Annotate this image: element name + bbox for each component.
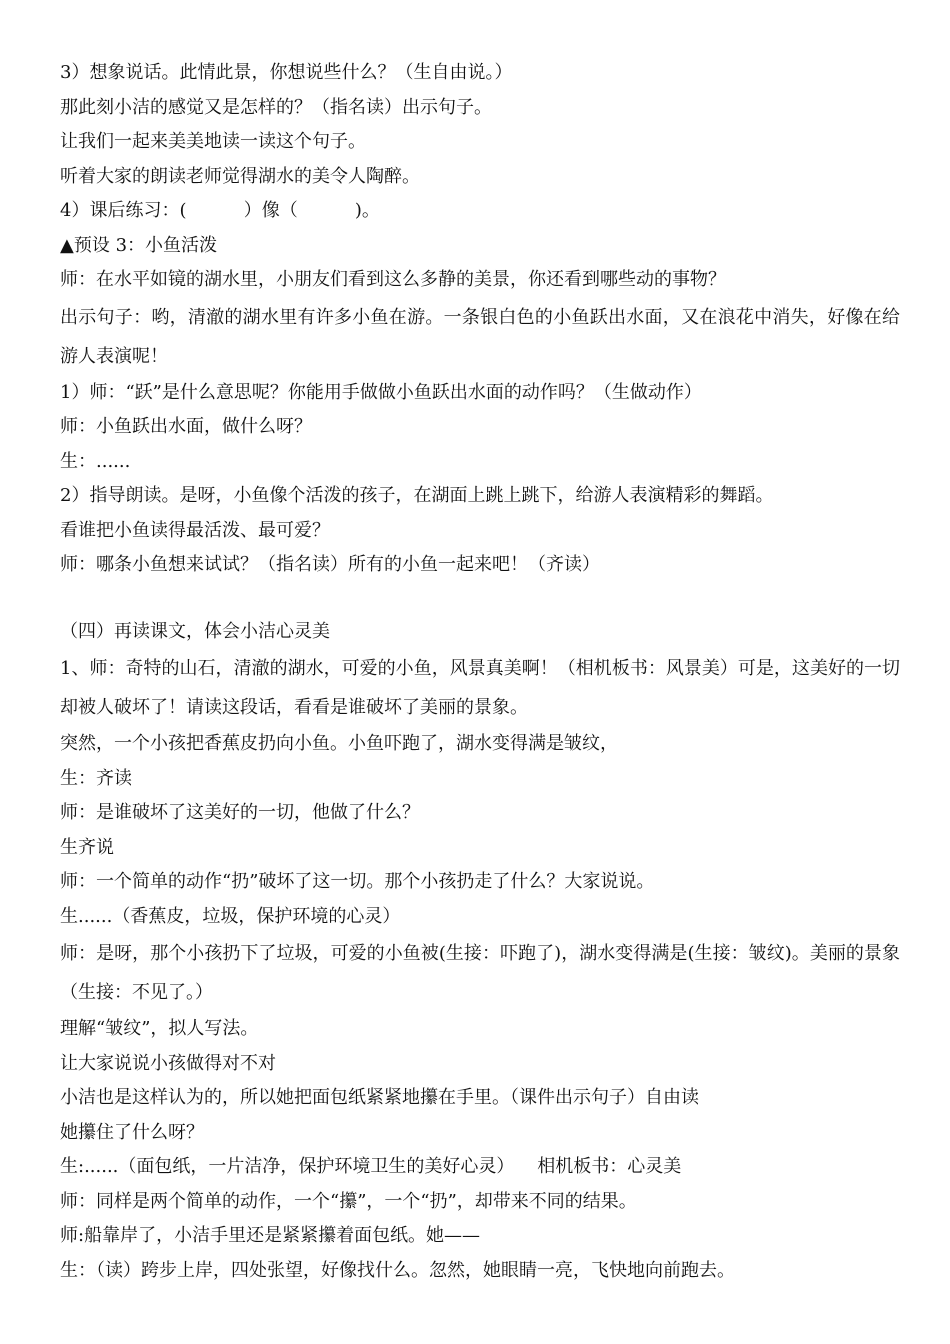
text-line: 让我们一起来美美地读一读这个句子。 — [60, 131, 366, 152]
text-line: 生：...... — [60, 450, 131, 472]
text-line: 生：（读）跨步上岸，四处张望，好像找什么。忽然，她眼睛一亮，飞快地向前跑去。 — [60, 1259, 735, 1281]
text-line: 她攥住了什么呀？ — [60, 1121, 204, 1143]
text-line: 生：齐读 — [60, 767, 132, 789]
section-title: （四）再读课文，体会小洁心灵美 — [60, 620, 330, 642]
text-line: 听着大家的朗读老师觉得湖水的美令人陶醉。 — [60, 165, 420, 187]
document-page — [60, 56, 900, 1288]
text-line: 生:......（面包纸，一片洁净，保护环境卫生的美好心灵） 相机板书：心灵美 — [60, 1156, 682, 1177]
text-line: 那此刻小洁的感觉又是怎样的？（指名读）出示句子。 — [60, 96, 492, 118]
text-line: 突然，一个小孩把香蕉皮扔向小鱼。小鱼吓跑了，湖水变得满是皱纹， — [60, 733, 618, 754]
paragraph-1: 1、师：奇特的山石，清澈的湖水，可爱的小鱼，风景真美啊！（相机板书：风景美）可是，这美好的一切却被人破坏了！请读这段话，看看是谁破坏了美丽的景象。 — [60, 658, 900, 718]
text-line: 师：哪条小鱼想来试试？（指名读）所有的小鱼一起来吧！（齐读） — [60, 554, 600, 575]
paragraph-2: 师：是呀，那个小孩扔下了垃圾，可爱的小鱼被(生接：吓跑了)，湖水变得满是(生接：皱纹)。美丽的景象（生接：不见了。） — [60, 943, 900, 1003]
text-line: 师:船靠岸了，小洁手里还是紧紧攥着面包纸。她—— — [60, 1225, 481, 1246]
text-line: 师：在水平如镜的湖水里，小朋友们看到这么多静的美景，你还看到哪些动的事物？ — [60, 269, 726, 290]
preset-heading: ▲预设 3：小鱼活泼 — [60, 234, 218, 256]
text-line: 理解“皱纹”，拟人写法。 — [60, 1018, 259, 1039]
text-line: 1）师：“跃”是什么意思呢？你能用手做做小鱼跃出水面的动作吗？（生做动作） — [60, 381, 702, 403]
text-line: 生齐说 — [60, 836, 114, 858]
text-line: 师：一个简单的动作“扔”破坏了这一切。那个小孩扔走了什么？大家说说。 — [60, 871, 655, 892]
spacer — [60, 583, 900, 615]
text-line: 3）想象说话。此情此景，你想说些什么？（生自由说。） — [60, 62, 513, 83]
exercise-line: 4）课后练习：( ）像（ )。 — [60, 200, 380, 221]
text-line: 小洁也是这样认为的，所以她把面包纸紧紧地攥在手里。（课件出示句子）自由读 — [60, 1087, 699, 1108]
text-line: 生......（香蕉皮，垃圾，保护环境的心灵） — [60, 905, 401, 927]
text-line: 师：同样是两个简单的动作，一个“攥”，一个“扔”，却带来不同的结果。 — [60, 1190, 637, 1212]
paragraph-fish: 出示句子：哟，清澈的湖水里有许多小鱼在游。一条银白色的小鱼跃出水面，又在浪花中消失，好像在给游人表演呢！ — [60, 306, 900, 367]
text-line: 师：小鱼跃出水面，做什么呀？ — [60, 416, 312, 437]
text-line: 2）指导朗读。是呀，小鱼像个活泼的孩子，在湖面上跳上跳下，给游人表演精彩的舞蹈。 — [60, 485, 774, 506]
text-line: 看谁把小鱼读得最活泼、最可爱？ — [60, 519, 330, 541]
text-line: 师：是谁破坏了这美好的一切，他做了什么？ — [60, 802, 420, 823]
text-line: 让大家说说小孩做得对不对 — [60, 1052, 276, 1074]
